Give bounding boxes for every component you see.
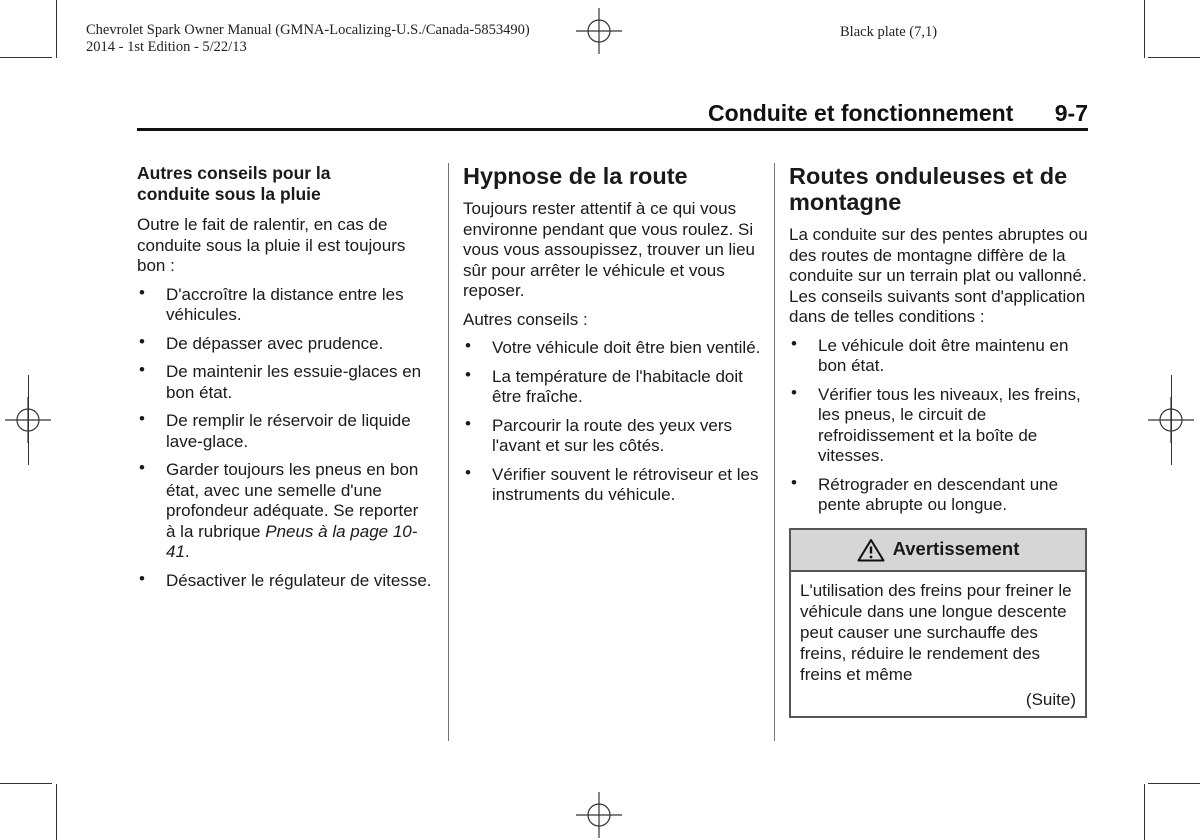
crop-mark-top-right-v xyxy=(1144,0,1145,58)
print-header-line2: 2014 - 1st Edition - 5/22/13 xyxy=(86,39,247,55)
continued-label: (Suite) xyxy=(1025,689,1076,709)
hills-mountains-intro: La conduite sur des pentes abruptes ou des routes de montagne diffère de la conduite sur un terrain plat ou vallonné. Les conseils suivants sont d'application dans de telles conditions : xyxy=(789,225,1088,326)
crop-mark-bottom-left-v xyxy=(56,784,57,840)
list-item: • De maintenir les essuie-glaces en bon état. xyxy=(139,360,422,402)
list-item: • Désactiver le régulateur de vitesse. xyxy=(139,568,432,590)
list-item: • D'accroître la distance entre les véhicules. xyxy=(139,282,404,324)
list-item: • De remplir le réservoir de liquide lave-glace. xyxy=(139,409,411,451)
list-item: • Parcourir la route des yeux vers l'avant et sur les côtés. xyxy=(465,413,732,455)
hills-mountains-heading: Routes onduleuses et de montagne xyxy=(789,163,1068,215)
crop-mark-top-right-h xyxy=(1148,57,1200,58)
print-header-line1: Chevrolet Spark Owner Manual (GMNA-Localizing-U.S./Canada-5853490) xyxy=(86,22,530,38)
column-divider-1 xyxy=(448,163,449,741)
crop-mark-bottom-right-h xyxy=(1148,783,1200,784)
list-item: • Rétrograder en descendant une pente abrupte ou longue. xyxy=(791,472,1059,514)
list-item: • Le véhicule doit être maintenu en bon état. xyxy=(791,333,1069,375)
registration-mark-left-icon xyxy=(5,397,51,443)
list-item: • De dépasser avec prudence. xyxy=(139,331,384,353)
list-item: • La température de l'habitacle doit être fraîche. xyxy=(465,364,743,406)
section-title: Conduite et fonctionnement xyxy=(708,100,1014,126)
warning-text: L'utilisation des freins pour freiner le véhicule dans une longue descente peut causer une surchauffe des freins, réduire le rendement des freins et même xyxy=(800,580,1072,684)
warning-title: Avertissement xyxy=(892,538,1020,560)
road-hypnosis-list xyxy=(463,338,763,506)
rain-tips-intro: Outre le fait de ralentir, en cas de conduite sous la pluie il est toujours bon : xyxy=(137,215,406,275)
column-road-hypnosis xyxy=(463,163,763,514)
list-item: • Vérifier tous les niveaux, les freins, les pneus, le circuit de refroidissement et la boîte de vitesses. xyxy=(791,382,1081,465)
registration-mark-bottom-icon xyxy=(576,792,622,838)
column-hills-mountains xyxy=(789,163,1089,718)
warning-triangle-icon xyxy=(857,538,885,562)
crop-mark-top-left-h xyxy=(0,57,52,58)
page-number: 9-7 xyxy=(1054,100,1088,126)
crop-mark-bottom-right-v xyxy=(1144,784,1145,840)
warning-header xyxy=(791,530,1085,572)
tire-page-reference-link[interactable]: Pneus à la page 10-41 xyxy=(166,521,418,561)
plate-label: Black plate (7,1) xyxy=(840,24,938,40)
other-tips-label: Autres conseils : xyxy=(463,309,588,329)
registration-mark-right-icon xyxy=(1148,397,1194,443)
warning-box xyxy=(789,528,1087,718)
rain-tips-heading: Autres conseils pour la conduite sous la pluie xyxy=(137,163,331,204)
list-item: • Votre véhicule doit être bien ventilé. xyxy=(465,336,761,357)
crop-mark-top-left-v xyxy=(56,0,57,58)
warning-body xyxy=(791,572,1085,716)
print-header xyxy=(86,22,530,56)
header-rule xyxy=(137,128,1088,131)
column-rain-driving xyxy=(137,163,432,599)
list-item: • Vérifier souvent le rétroviseur et les instruments du véhicule. xyxy=(465,462,759,504)
column-divider-2 xyxy=(774,163,775,741)
list-item: • Garder toujours les pneus en bon état, avec une semelle d'une profondeur adéquate. Se reporter à la rubrique Pneus à la page 10-41. xyxy=(139,458,419,561)
hills-mountains-list xyxy=(789,333,1089,516)
registration-mark-top-icon xyxy=(576,8,622,54)
rain-tips-list xyxy=(137,282,432,592)
crop-mark-bottom-left-h xyxy=(0,783,52,784)
road-hypnosis-intro: Toujours rester attentif à ce qui vous environne pendant que vous roulez. Si vous vous assoupissez, trouver un lieu sûr pour arrêter le véhicule et vous reposer. xyxy=(463,199,755,300)
running-head xyxy=(700,100,1088,127)
road-hypnosis-heading: Hypnose de la route xyxy=(463,163,688,189)
